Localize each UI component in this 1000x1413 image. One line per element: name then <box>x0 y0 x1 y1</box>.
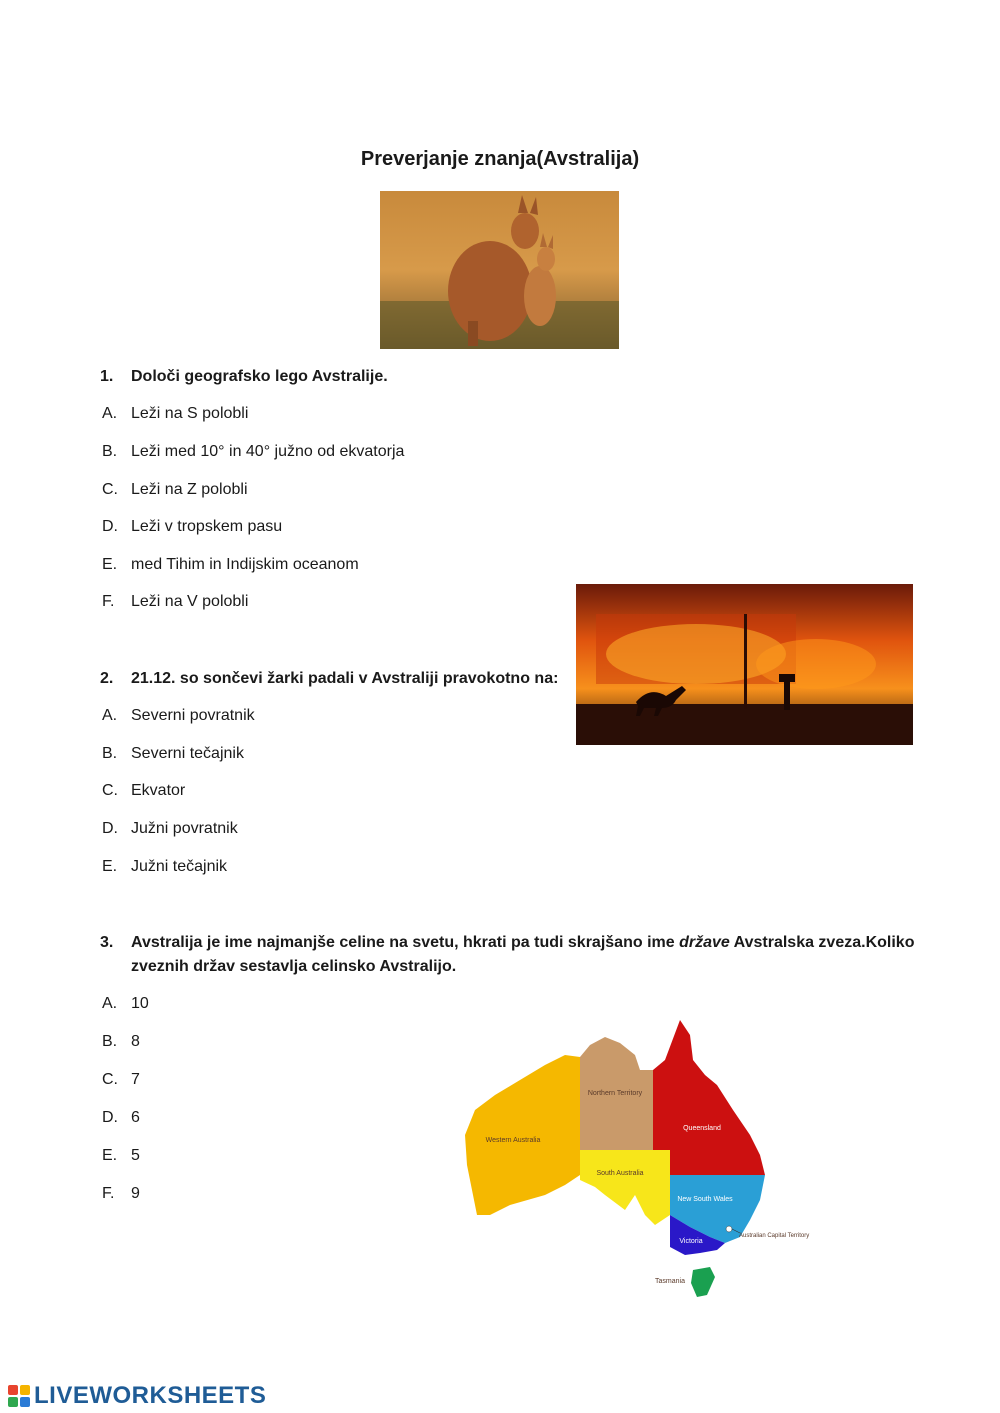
option-text: Leži na Z polobli <box>131 481 248 498</box>
option-text: Južni tečajnik <box>131 858 228 875</box>
option-letter: D. <box>102 518 118 535</box>
q2-option-e[interactable] <box>102 856 227 878</box>
q1-option-c[interactable] <box>102 479 248 501</box>
q1-option-d[interactable] <box>102 516 282 538</box>
q3-option-e[interactable] <box>102 1145 140 1167</box>
option-text: Ekvator <box>131 782 186 799</box>
liveworksheets-logo-icon <box>8 1385 30 1407</box>
q2-option-c[interactable] <box>102 780 185 802</box>
option-text: Severni povratnik <box>131 707 255 724</box>
kangaroo-photo <box>380 191 619 349</box>
q1-option-b[interactable] <box>102 441 404 463</box>
option-letter: F. <box>102 1185 115 1202</box>
question-3-number: 3. <box>100 934 114 951</box>
question-number: 2. <box>100 670 114 687</box>
page-title: Preverjanje znanja(Avstralija) <box>360 148 640 170</box>
map-region-sa <box>580 1150 670 1225</box>
option-letter: A. <box>102 707 118 724</box>
option-letter: F. <box>102 593 115 610</box>
option-text: Severni tečajnik <box>131 745 244 762</box>
option-text: 5 <box>131 1147 140 1164</box>
option-letter: C. <box>102 782 118 799</box>
emphasized-word: države <box>679 934 730 951</box>
question-1 <box>100 365 388 389</box>
option-text: 9 <box>131 1185 140 1202</box>
australia-map <box>455 1015 810 1305</box>
option-letter: A. <box>102 405 118 422</box>
map-label-nsw: New South Wales <box>677 1196 733 1203</box>
liveworksheets-brand: LIVEWORKSHEETS <box>34 1382 267 1409</box>
option-text: Leži na S polobli <box>131 405 249 422</box>
option-text: 10 <box>131 995 149 1012</box>
q3-option-f[interactable] <box>102 1183 140 1205</box>
option-letter: D. <box>102 1109 118 1126</box>
q2-option-d[interactable] <box>102 818 238 840</box>
q1-option-e[interactable] <box>102 554 359 576</box>
option-text: 8 <box>131 1033 140 1050</box>
map-region-act <box>726 1226 732 1232</box>
q2-option-a[interactable] <box>102 705 255 727</box>
option-text: Leži na V polobli <box>131 593 249 610</box>
map-label-qld: Queensland <box>683 1125 721 1132</box>
option-text: 7 <box>131 1071 140 1088</box>
option-letter: D. <box>102 820 118 837</box>
map-region-tas <box>691 1267 715 1297</box>
option-letter: B. <box>102 443 118 460</box>
question-3-text: Avstralija je ime najmanjše celine na svetu, hkrati pa tudi skrajšano ime države Avstralska zveza.Koliko zveznih držav sestavlja celinsko Avstralijo. <box>131 934 915 975</box>
option-letter: E. <box>102 556 118 573</box>
map-label-sa: South Australia <box>596 1170 644 1177</box>
option-text: Leži med 10° in 40° južno od ekvatorja <box>131 443 405 460</box>
option-text: 6 <box>131 1109 140 1126</box>
question-text: Določi geografsko lego Avstralije. <box>131 368 388 385</box>
liveworksheets-logo[interactable] <box>8 1382 266 1410</box>
q1-option-a[interactable] <box>102 403 248 425</box>
q3-option-c[interactable] <box>102 1069 140 1091</box>
option-letter: A. <box>102 995 118 1012</box>
q2-option-b[interactable] <box>102 743 244 765</box>
q1-option-f[interactable] <box>102 591 248 613</box>
map-region-wa <box>465 1055 580 1215</box>
option-text: Leži v tropskem pasu <box>131 518 283 535</box>
bushfire-photo <box>576 584 913 745</box>
option-text: med Tihim in Indijskim oceanom <box>131 556 359 573</box>
map-label-nt: Northern Territory <box>587 1090 643 1097</box>
map-label-act: Australian Capital Territory <box>739 1233 810 1239</box>
option-text: Južni povratnik <box>131 820 238 837</box>
option-letter: C. <box>102 1071 118 1088</box>
question-text: 21.12. so sončevi žarki padali v Avstraliji pravokotno na: <box>131 670 559 687</box>
q3-option-d[interactable] <box>102 1107 140 1129</box>
option-letter: C. <box>102 481 118 498</box>
question-2 <box>100 667 558 691</box>
option-letter: E. <box>102 1147 118 1164</box>
q3-option-a[interactable] <box>102 993 149 1015</box>
map-label-wa: Western Australia <box>485 1137 541 1144</box>
option-letter: E. <box>102 858 118 875</box>
q3-option-b[interactable] <box>102 1031 140 1053</box>
map-label-vic: Victoria <box>679 1238 703 1245</box>
option-letter: B. <box>102 745 118 762</box>
option-letter: B. <box>102 1033 118 1050</box>
question-number: 1. <box>100 368 114 385</box>
map-label-tas: Tasmania <box>655 1278 685 1285</box>
